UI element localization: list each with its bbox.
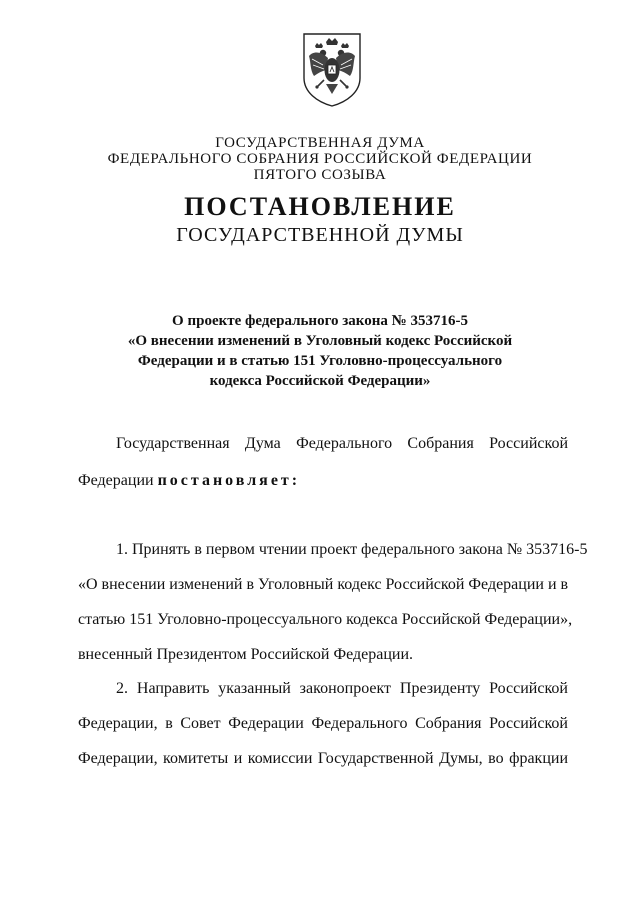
clause-line: 2. Направить указанный законопроект Президенту Российской: [116, 680, 568, 697]
russian-coat-of-arms-icon: [301, 32, 363, 108]
clause-line: «О внесении изменений в Уголовный кодекс Российской Федерации и в: [78, 576, 569, 593]
subject-line: О проекте федерального закона № 353716-5: [172, 313, 468, 329]
subject-line: кодекса Российской Федерации»: [209, 373, 431, 389]
subject-line: «О внесении изменений в Уголовный кодекс Российской: [127, 333, 513, 349]
clause-line: внесенный Президентом Российской Федерации.: [78, 646, 414, 663]
clause-line: Федерации, комитеты и комиссии Государственной Думы, во фракции: [78, 750, 568, 767]
subject-line: Федерации и в статью 151 Уголовно-процессуального: [137, 353, 503, 369]
coat-of-arms-emblem: [301, 32, 363, 108]
document-type-title: ПОСТАНОВЛЕНИЕ: [184, 192, 456, 221]
decides-keyword: постановляет:: [157, 472, 301, 489]
preamble-line-2: [78, 471, 568, 491]
preamble-line: Государственная Дума Федерального Собрания Российской: [116, 435, 568, 452]
org-line-2: ФЕДЕРАЛЬНОГО СОБРАНИЯ РОССИЙСКОЙ ФЕДЕРАЦИИ: [107, 151, 533, 167]
clause-1: [78, 540, 588, 665]
clause-line: статью 151 Уголовно-процессуального кодекса Российской Федерации»,: [78, 611, 573, 628]
preamble-text: Федерации: [78, 472, 158, 489]
org-line-3: ПЯТОГО СОЗЫВА: [253, 167, 387, 183]
org-line-1: ГОСУДАРСТВЕННАЯ ДУМА: [215, 135, 425, 151]
clause-line: Федерации, в Совет Федерации Федерального Собрания Российской: [78, 715, 568, 732]
clause-line: 1. Принять в первом чтении проект федерального закона № 353716-5: [116, 541, 588, 558]
resolution-subject: [0, 311, 640, 391]
clause-2: [78, 679, 568, 769]
preamble-paragraph: [78, 434, 568, 491]
issuer-title: ГОСУДАРСТВЕННОЙ ДУМЫ: [176, 224, 464, 246]
